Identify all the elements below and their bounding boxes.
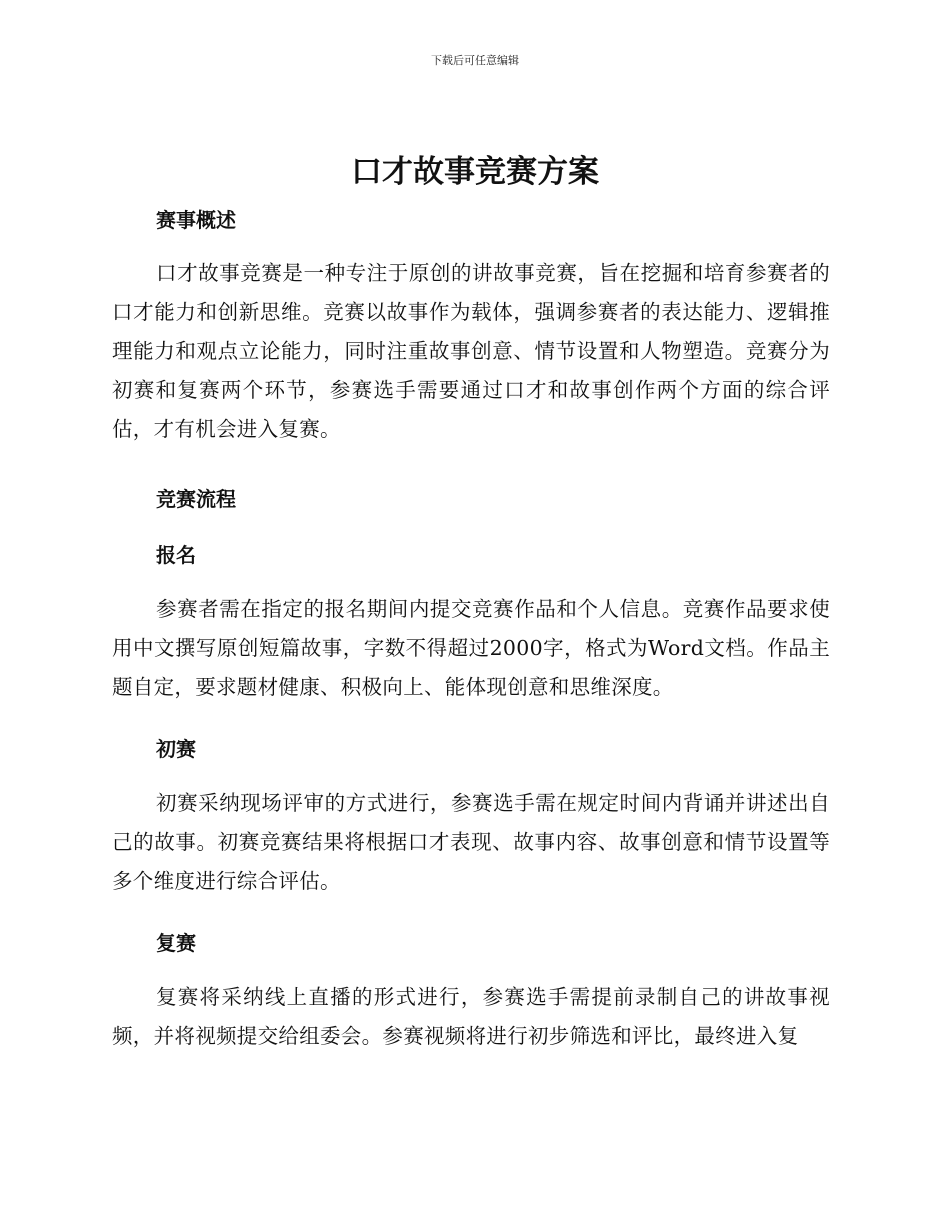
- document-title: 口才故事竞赛方案: [351, 154, 599, 190]
- section-heading-registration: 报名: [156, 543, 196, 567]
- paragraph-registration: 参赛者需在指定的报名期间内提交竞赛作品和个人信息。竞赛作品要求使用中文撰写原创短篇故事，字数不得超过2000字，格式为Word文档。作品主题自定，要求题材健康、积极向上、能体现创意和思维深度。: [112, 597, 830, 699]
- paragraph-semifinal: 复赛将采纳线上直播的形式进行，参赛选手需提前录制自己的讲故事视频，并将视频提交给组委会。参赛视频将进行初步筛选和评比，最终进入复: [112, 985, 830, 1048]
- section-heading-overview: 赛事概述: [156, 208, 236, 232]
- paragraph-preliminary: 初赛采纳现场评审的方式进行，参赛选手需在规定时间内背诵并讲述出自己的故事。初赛竞赛结果将根据口才表现、故事内容、故事创意和情节设置等多个维度进行综合评估。: [112, 791, 830, 893]
- section-heading-preliminary: 初赛: [156, 737, 196, 761]
- paragraph-overview: 口才故事竞赛是一种专注于原创的讲故事竞赛，旨在挖掘和培育参赛者的口才能力和创新思维。竞赛以故事作为载体，强调参赛者的表达能力、逻辑推理能力和观点立论能力，同时注重故事创意、情节设置和人物塑造。竞赛分为初赛和复赛两个环节，参赛选手需要通过口才和故事创作两个方面的综合评估，才有机会进入复赛。: [112, 261, 830, 441]
- section-heading-semifinal: 复赛: [156, 931, 196, 955]
- section-heading-process: 竞赛流程: [156, 487, 236, 511]
- page-header-note: 下载后可任意编辑: [431, 54, 519, 67]
